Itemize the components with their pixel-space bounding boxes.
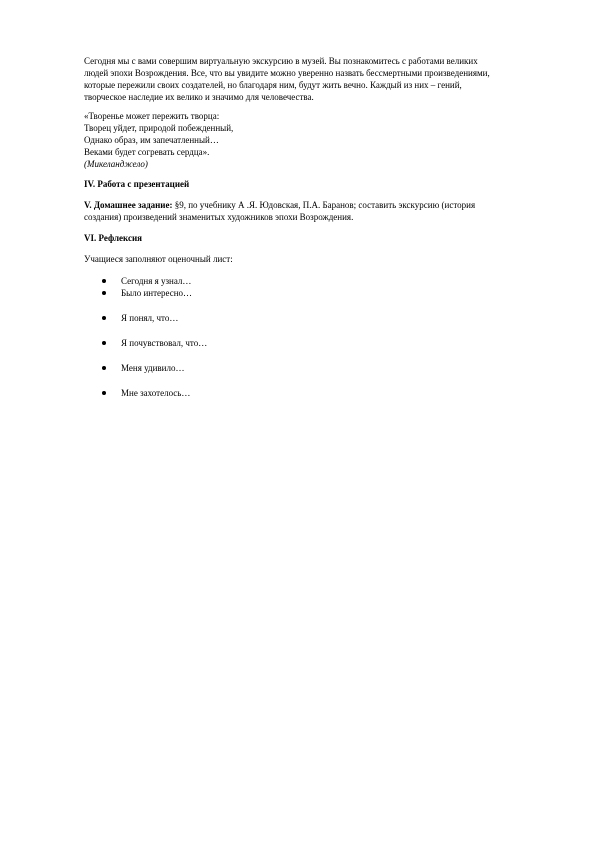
bullet-icon <box>102 366 106 370</box>
homework-text: §9, по учебнику А .Я. Юдовская, П.А. Баранов; составить экскурсию (история <box>172 200 476 210</box>
list-item-text: Я понял, что… <box>121 313 179 323</box>
list-item-text: Было интересно… <box>121 288 193 298</box>
intro-line: творческое наследие их велико и значимо для человечества. <box>84 92 314 102</box>
list-item <box>84 287 554 299</box>
list-item-text: Меня удивило… <box>121 363 185 373</box>
bullet-icon <box>102 279 106 283</box>
bullet-icon <box>102 341 106 345</box>
list-item-text: Сегодня я узнал… <box>121 276 192 286</box>
quote-line: Творец уйдет, природой побежденный, <box>84 123 234 133</box>
homework-label: V. Домашнее задание: <box>84 200 173 210</box>
homework-paragraph <box>84 199 554 223</box>
intro-line: которые пережили своих создателей, но благодаря ним, будут жить вечно. Каждый из них – гений, <box>84 80 462 90</box>
reflection-list <box>84 275 554 399</box>
bullet-icon <box>102 291 106 295</box>
document-page <box>84 55 554 399</box>
list-item <box>84 275 554 287</box>
section-4-heading: IV. Работа с презентацией <box>84 179 190 189</box>
section-6-heading: VI. Рефлексия <box>84 233 143 243</box>
list-item-text: Мне захотелось… <box>121 388 191 398</box>
quote-line: Однако образ, им запечатленный… <box>84 135 219 145</box>
list-item <box>84 362 554 374</box>
list-item-text: Я почувствовал, что… <box>121 338 208 348</box>
list-item <box>84 387 554 399</box>
homework-line-2: создания) произведений знаменитых художников эпохи Возрождения. <box>84 212 354 222</box>
quote-line: Веками будет согревать сердца». <box>84 147 210 157</box>
michelangelo-quote <box>84 110 554 170</box>
bullet-icon <box>102 391 106 395</box>
intro-line: людей эпохи Возрождения. Все, что вы увидите можно уверенно назвать бессмертными произведениями, <box>84 68 490 78</box>
quote-line: «Творенье может пережить творца: <box>84 111 220 121</box>
intro-line: Сегодня мы с вами совершим виртуальную экскурсию в музей. Вы познакомитесь с работами великих <box>84 56 478 66</box>
reflection-lead: Учащиеся заполняют оценочный лист: <box>84 254 233 264</box>
quote-author: (Микеланджело) <box>84 159 148 169</box>
list-item <box>84 312 554 324</box>
intro-paragraph <box>84 55 554 103</box>
list-item <box>84 337 554 349</box>
bullet-icon <box>102 316 106 320</box>
homework-line-1 <box>84 199 554 211</box>
